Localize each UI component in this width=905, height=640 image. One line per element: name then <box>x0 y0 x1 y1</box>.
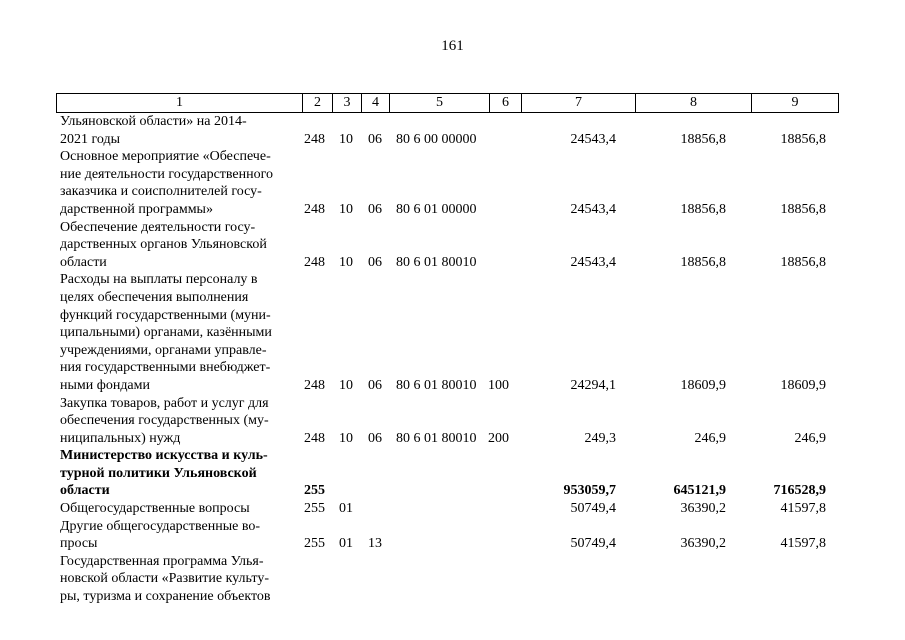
cell-c4: 13 <box>368 536 382 552</box>
row-name-line: Расходы на выплаты персоналу в <box>60 272 258 288</box>
row-name-line: Общегосударственные вопросы <box>60 501 250 517</box>
cell-c4: 06 <box>368 254 382 270</box>
row-name-line: дарственной программы» <box>60 201 213 217</box>
cell-c7: 50749,4 <box>570 536 616 552</box>
row-name-line: обеспечения государственных (му- <box>60 413 269 429</box>
table-row <box>60 395 826 448</box>
cell-c3: 01 <box>339 501 353 517</box>
cell-c8: 645121,9 <box>673 483 726 499</box>
cell-c5: 80 6 01 80010 <box>396 430 477 446</box>
row-name-line: Ульяновской области» на 2014- <box>60 114 247 129</box>
row-name <box>60 518 298 553</box>
cell-c2: 255 <box>304 501 325 517</box>
cell-c3: 01 <box>339 536 353 552</box>
cell-c9: 18856,8 <box>780 254 826 270</box>
row-name <box>60 113 298 148</box>
cell-c3: 10 <box>339 377 353 393</box>
row-name <box>60 447 298 500</box>
header-col-5: 5 <box>390 94 490 112</box>
row-name-line: ние деятельности государственного <box>60 166 274 182</box>
cell-c2: 255 <box>304 483 325 499</box>
cell-c8: 246,9 <box>694 430 726 446</box>
cell-c7: 24543,4 <box>570 131 616 147</box>
cell-c8: 18609,9 <box>680 377 726 393</box>
cell-c2: 255 <box>304 536 325 552</box>
row-name-line: новской области «Развитие культу- <box>60 571 269 587</box>
cell-c4: 06 <box>368 430 382 446</box>
cell-c7: 24294,1 <box>570 377 616 393</box>
row-name-line: Министерство искусства и куль- <box>60 448 268 464</box>
row-name <box>60 500 298 518</box>
row-name-line: ными фондами <box>60 377 151 393</box>
table-body <box>60 113 826 606</box>
row-name-line: Закупка товаров, работ и услуг для <box>60 395 269 411</box>
cell-c7: 24543,4 <box>570 254 616 270</box>
row-name-line: Другие общегосударственные во- <box>60 518 261 534</box>
cell-c9: 18609,9 <box>780 377 826 393</box>
cell-c9: 41597,8 <box>780 536 826 552</box>
cell-c7: 50749,4 <box>570 501 616 517</box>
cell-c8: 18856,8 <box>680 201 726 217</box>
cell-c3: 10 <box>339 254 353 270</box>
cell-c5: 80 6 01 00000 <box>396 201 477 217</box>
table-row <box>60 500 826 518</box>
row-name-line: Основное мероприятие «Обеспече- <box>60 149 271 165</box>
table-row <box>60 271 826 394</box>
cell-c7: 953059,7 <box>563 483 616 499</box>
table-row <box>60 518 826 553</box>
row-name-line: ниципальных) нужд <box>60 430 181 446</box>
table-row <box>60 447 826 500</box>
row-name-line: дарственных органов Ульяновской <box>60 237 267 253</box>
cell-c2: 248 <box>304 430 325 446</box>
cell-c2: 248 <box>304 254 325 270</box>
table-row <box>60 148 826 218</box>
cell-c5: 80 6 01 80010 <box>396 254 477 270</box>
page-number: 161 <box>441 38 464 54</box>
row-name <box>60 395 298 448</box>
header-col-1: 1 <box>57 94 303 112</box>
row-name <box>60 219 298 272</box>
cell-c5: 80 6 00 00000 <box>396 131 477 147</box>
cell-c2: 248 <box>304 131 325 147</box>
header-col-3: 3 <box>333 94 362 112</box>
row-name-line: функций государственными (муни- <box>60 307 271 323</box>
row-name-line: просы <box>60 536 98 552</box>
cell-c5: 80 6 01 80010 <box>396 377 477 393</box>
cell-c9: 716528,9 <box>773 483 826 499</box>
row-name-line: области <box>60 254 107 270</box>
row-name-line: ципальными) органами, казёнными <box>60 325 272 341</box>
cell-c6: 100 <box>488 377 509 393</box>
cell-c4: 06 <box>368 201 382 217</box>
header-col-4: 4 <box>362 94 390 112</box>
row-name-line: целях обеспечения выполнения <box>60 289 249 305</box>
cell-c9: 18856,8 <box>780 201 826 217</box>
header-col-6: 6 <box>490 94 522 112</box>
row-name-line: Обеспечение деятельности госу- <box>60 219 256 235</box>
cell-c9: 18856,8 <box>780 131 826 147</box>
row-name <box>60 148 298 218</box>
cell-c2: 248 <box>304 201 325 217</box>
row-name-line: ния государственными внебюджет- <box>60 360 271 376</box>
header-col-7: 7 <box>522 94 636 112</box>
cell-c9: 246,9 <box>794 430 826 446</box>
table-row <box>60 113 826 148</box>
cell-c6: 200 <box>488 430 509 446</box>
cell-c3: 10 <box>339 131 353 147</box>
cell-c3: 10 <box>339 430 353 446</box>
header-col-2: 2 <box>303 94 333 112</box>
cell-c9: 41597,8 <box>780 501 826 517</box>
cell-c8: 36390,2 <box>680 501 726 517</box>
cell-c7: 249,3 <box>584 430 616 446</box>
row-name-line: 2021 годы <box>60 131 121 147</box>
cell-c8: 18856,8 <box>680 131 726 147</box>
row-name-line: заказчика и соисполнителей госу- <box>60 184 262 200</box>
cell-c4: 06 <box>368 131 382 147</box>
cell-c8: 36390,2 <box>680 536 726 552</box>
row-name-line: ры, туризма и сохранение объектов <box>60 589 271 605</box>
row-name-line: учреждениями, органами управле- <box>60 342 267 358</box>
header-col-9: 9 <box>791 95 799 110</box>
table-row <box>60 553 826 606</box>
cell-c2: 248 <box>304 377 325 393</box>
cell-c3: 10 <box>339 201 353 217</box>
header-col-8: 8 <box>636 94 752 112</box>
table-row <box>60 219 826 272</box>
table-header <box>56 93 839 113</box>
row-name-line: Государственная программа Улья- <box>60 553 264 569</box>
row-name-line: турной политики Ульяновской <box>60 465 257 481</box>
cell-c4: 06 <box>368 377 382 393</box>
cell-c7: 24543,4 <box>570 201 616 217</box>
row-name <box>60 271 298 394</box>
row-name-line: области <box>60 483 110 499</box>
cell-c8: 18856,8 <box>680 254 726 270</box>
row-name <box>60 553 298 606</box>
